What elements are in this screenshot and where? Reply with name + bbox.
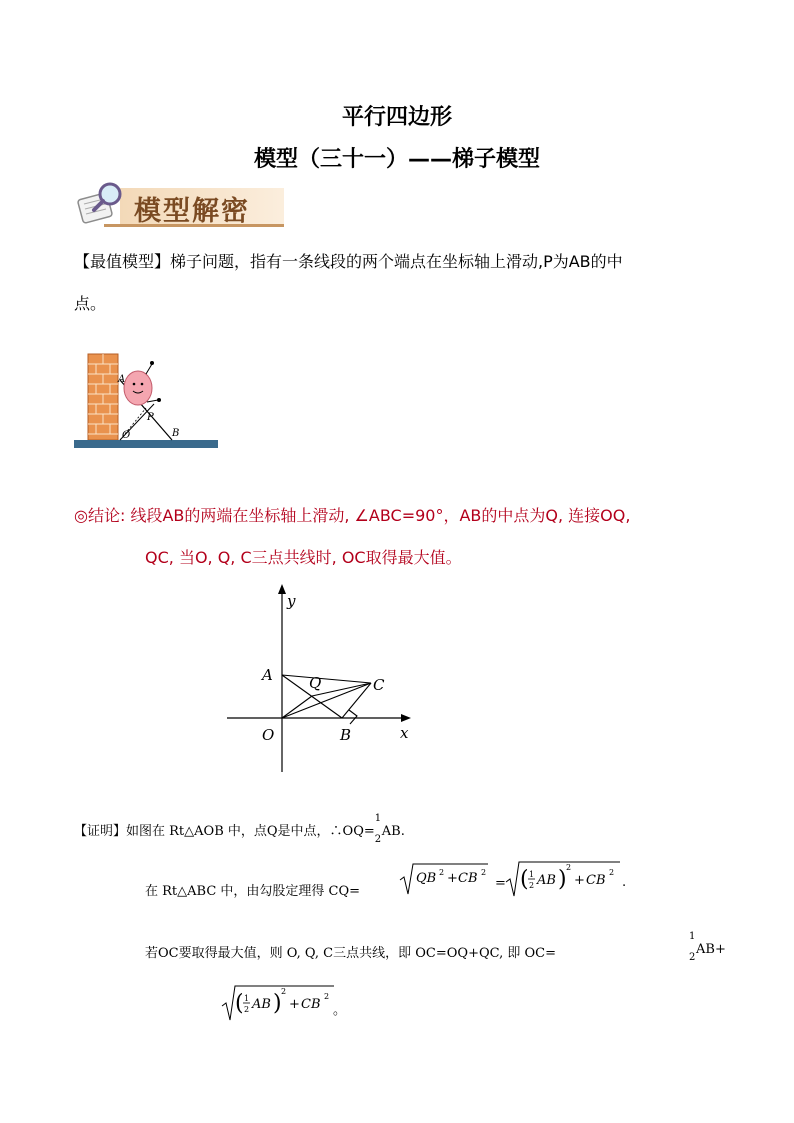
axis-label-y: y — [287, 592, 296, 610]
proof-line-2-text: 在 Rt△ABC 中，由勾股定理得 CQ= — [145, 884, 361, 899]
math-lparen: ( — [520, 867, 529, 892]
math-sq-3: 2 — [566, 863, 572, 872]
proof-line-3-ab: AB+ — [696, 942, 726, 957]
math2-ab: AB — [252, 997, 271, 1012]
math-plus-2: + — [574, 873, 585, 888]
math-equals: = — [495, 876, 506, 891]
point-label-o: O — [122, 430, 131, 441]
math-period: . — [622, 875, 627, 890]
math2-half-den: 2 — [244, 1005, 250, 1014]
point-label-b: B — [340, 726, 352, 744]
point-label-c: C — [373, 676, 385, 694]
point-label-a: A — [262, 666, 273, 684]
math-cb-2: CB — [586, 873, 606, 888]
definition-line-1: 【最值模型】梯子问题，指有一条线段的两个端点在坐标轴上滑动,P为AB的中 — [74, 252, 623, 271]
math-half-num: 1 — [529, 870, 535, 879]
math2-sq-1: 2 — [281, 987, 287, 996]
segment-ac — [282, 675, 371, 683]
math2-cb: CB — [301, 997, 321, 1012]
math-rparen: ) — [558, 867, 567, 892]
math2-lparen: ( — [235, 991, 244, 1016]
ground — [74, 440, 218, 448]
ladder-figure — [72, 350, 222, 454]
x-axis-arrow — [401, 714, 411, 722]
math-ab-1: AB — [537, 873, 556, 888]
math-expression-qc — [220, 984, 352, 1024]
math2-sq-2: 2 — [324, 992, 330, 1001]
definition-line-2: 点。 — [74, 294, 107, 313]
cartoon-character — [124, 361, 161, 405]
right-angle-mark — [349, 710, 357, 724]
math-qb: QB — [416, 871, 437, 886]
axis-label-x: x — [400, 724, 409, 742]
page-title: 平行四边形 — [341, 105, 452, 130]
proof-line-3-suffix — [689, 931, 726, 963]
page-subtitle: 模型（三十一）——梯子模型 — [253, 147, 540, 172]
proof-line-1-suffix: AB. — [381, 824, 405, 839]
conclusion-line-1: ◎结论: 线段AB的两端在坐标轴上滑动, ∠ABC=90°，AB的中点为Q, 连接OQ, — [74, 506, 631, 525]
proof-line-1 — [74, 813, 405, 845]
point-label-o: O — [262, 726, 275, 744]
y-axis-arrow — [278, 584, 286, 594]
proof-line-1-text: 【证明】如图在 Rt△AOB 中，点Q是中点，∴OQ= — [74, 824, 375, 839]
math2-rparen: ) — [273, 991, 282, 1016]
math-sq-1: 2 — [439, 868, 445, 877]
point-label-q: Q — [309, 674, 322, 692]
point-label-a: A — [118, 374, 126, 385]
math-expression-cq — [398, 860, 630, 900]
math-sq-4: 2 — [609, 868, 615, 877]
math2-plus: + — [289, 997, 300, 1012]
segment-oq — [282, 696, 312, 718]
point-label-p: P — [147, 412, 154, 423]
fraction-denominator: 2 — [374, 834, 382, 845]
section-banner-label: 模型解密 — [134, 196, 250, 227]
fraction-numerator-2: 1 — [689, 931, 696, 942]
point-label-b: B — [172, 428, 180, 439]
conclusion-line-2: QC, 当O, Q, C三点共线时, OC取得最大值。 — [145, 548, 462, 567]
fraction-denominator-2: 2 — [689, 952, 696, 963]
coordinate-figure — [225, 582, 425, 774]
math-half-den: 2 — [529, 881, 535, 890]
math2-half-num: 1 — [244, 994, 250, 1003]
math-sq-2: 2 — [481, 868, 487, 877]
math-cb-1: CB — [458, 871, 478, 886]
brick-wall — [88, 354, 118, 440]
math2-end: 。 — [333, 1003, 347, 1018]
segment-oc — [282, 683, 371, 718]
magnifier-notebook-icon — [77, 184, 120, 223]
math-plus-1: + — [447, 871, 458, 886]
fraction-numerator: 1 — [374, 813, 382, 824]
proof-line-3-text: 若OC要取得最大值，则 O, Q, C三点共线，即 OC=OQ+QC, 即 OC= — [145, 946, 556, 961]
